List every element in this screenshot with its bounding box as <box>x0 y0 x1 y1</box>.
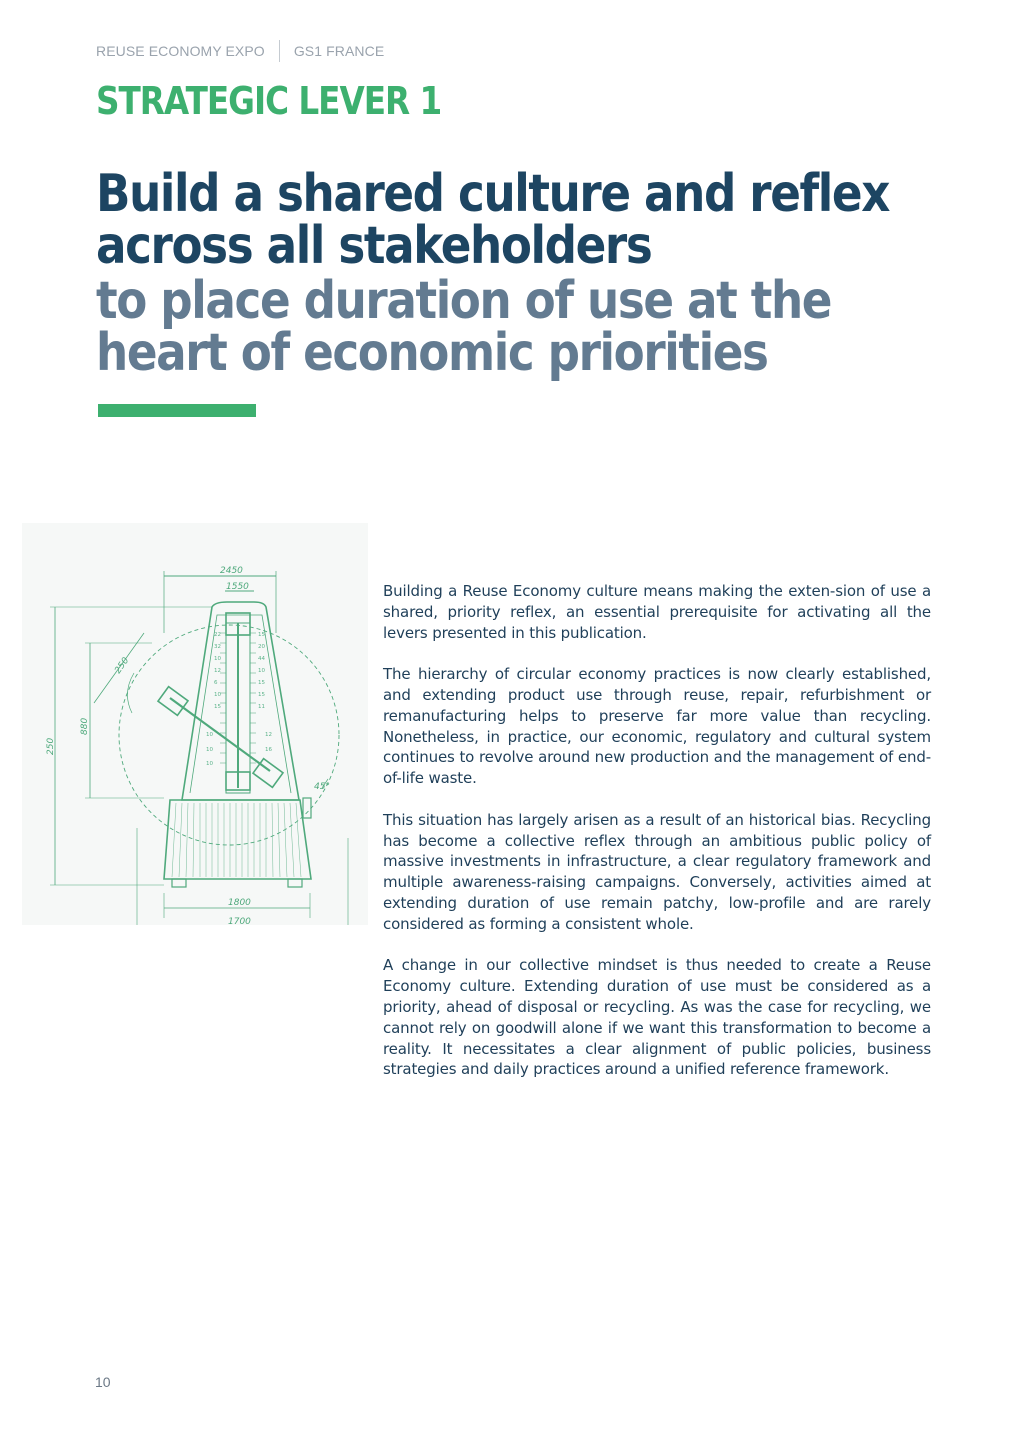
swing-arc <box>119 625 339 845</box>
svg-text:10: 10 <box>206 761 213 767</box>
dim-label-outer: 1700 <box>228 917 251 925</box>
page-title <box>96 164 956 383</box>
subtitle-line-1: to place duration of use at the <box>96 271 832 331</box>
paragraph: This situation has largely arisen as a result of an historical bias. Recycling has become a collective reflex through an ambitious public policy of massive investments in infrastructure, a clear regulatory framework and multiple awareness-raising campaigns. Conversely, activities aimed at extending duration of use remain patchy, low-profile and are rarely considered as forming a consistent whole. <box>383 810 931 933</box>
svg-text:10: 10 <box>258 668 265 674</box>
paragraph: The hierarchy of circular economy practices is now clearly established, and extending product use through reuse, repair, refurbishment or remanufacturing helps to preserve far more value than recycling. Nonetheless, in practice, our economic, regulatory and cultural system continues to revolve around new production and the management of end-of-life waste. <box>383 665 931 788</box>
svg-text:6: 6 <box>214 680 218 686</box>
winding-key <box>303 798 311 818</box>
metronome-illustration <box>22 523 368 925</box>
svg-text:12: 12 <box>265 732 272 738</box>
dim-label-height: 250 <box>46 737 56 755</box>
svg-text:15: 15 <box>258 692 265 698</box>
subtitle-line-2: heart of economic priorities <box>96 323 768 383</box>
dim-label-pendulum: 880 <box>80 717 90 735</box>
svg-text:11: 11 <box>258 704 265 710</box>
svg-text:44: 44 <box>258 656 265 662</box>
section-kicker: STRATEGIC LEVER 1 <box>96 79 442 123</box>
dim-label-inner: 1550 <box>226 582 249 592</box>
dim-label-base: 1800 <box>228 898 251 908</box>
dim-label-top: 2450 <box>220 566 243 576</box>
title-underline <box>98 404 256 417</box>
header-publication: REUSE ECONOMY EXPO <box>96 43 265 59</box>
metronome-body <box>182 602 299 800</box>
title-line-2: across all stakeholders <box>96 216 652 276</box>
svg-text:10: 10 <box>214 692 221 698</box>
body-text <box>383 581 931 1101</box>
svg-text:20: 20 <box>258 644 265 650</box>
svg-text:22: 22 <box>214 632 221 638</box>
paragraph: Building a Reuse Economy culture means making the exten-sion of use a shared, priority reflex, an essential prerequisite for activating all the levers presented in this publication. <box>383 582 931 642</box>
svg-text:15: 15 <box>258 632 265 638</box>
title-line-1: Build a shared culture and reflex <box>96 164 890 224</box>
svg-text:15: 15 <box>258 680 265 686</box>
paragraph: A change in our collective mindset is thus needed to create a Reuse Economy culture. Extending duration of use must be considered as a priority, ahead of disposal or recycling. As was the case for recycling, we cannot rely on goodwill alone if we want this transformation to become a reality. It necessitates a clear alignment of public policies, business strategies and daily practices around a unified reference framework. <box>383 956 931 1079</box>
header-divider <box>279 40 280 62</box>
header-organization: GS1 FRANCE <box>293 43 385 59</box>
svg-text:10: 10 <box>206 732 213 738</box>
svg-text:12: 12 <box>214 668 221 674</box>
dim-label-arm: 250 <box>113 655 132 676</box>
svg-text:10: 10 <box>206 747 213 753</box>
running-header <box>96 41 384 61</box>
svg-text:16: 16 <box>265 747 272 753</box>
dim-label-angle: 45° <box>314 782 330 792</box>
svg-text:10: 10 <box>214 656 221 662</box>
svg-text:15: 15 <box>214 704 221 710</box>
page-number: 10 <box>95 1374 111 1390</box>
svg-text:32: 32 <box>214 644 221 650</box>
